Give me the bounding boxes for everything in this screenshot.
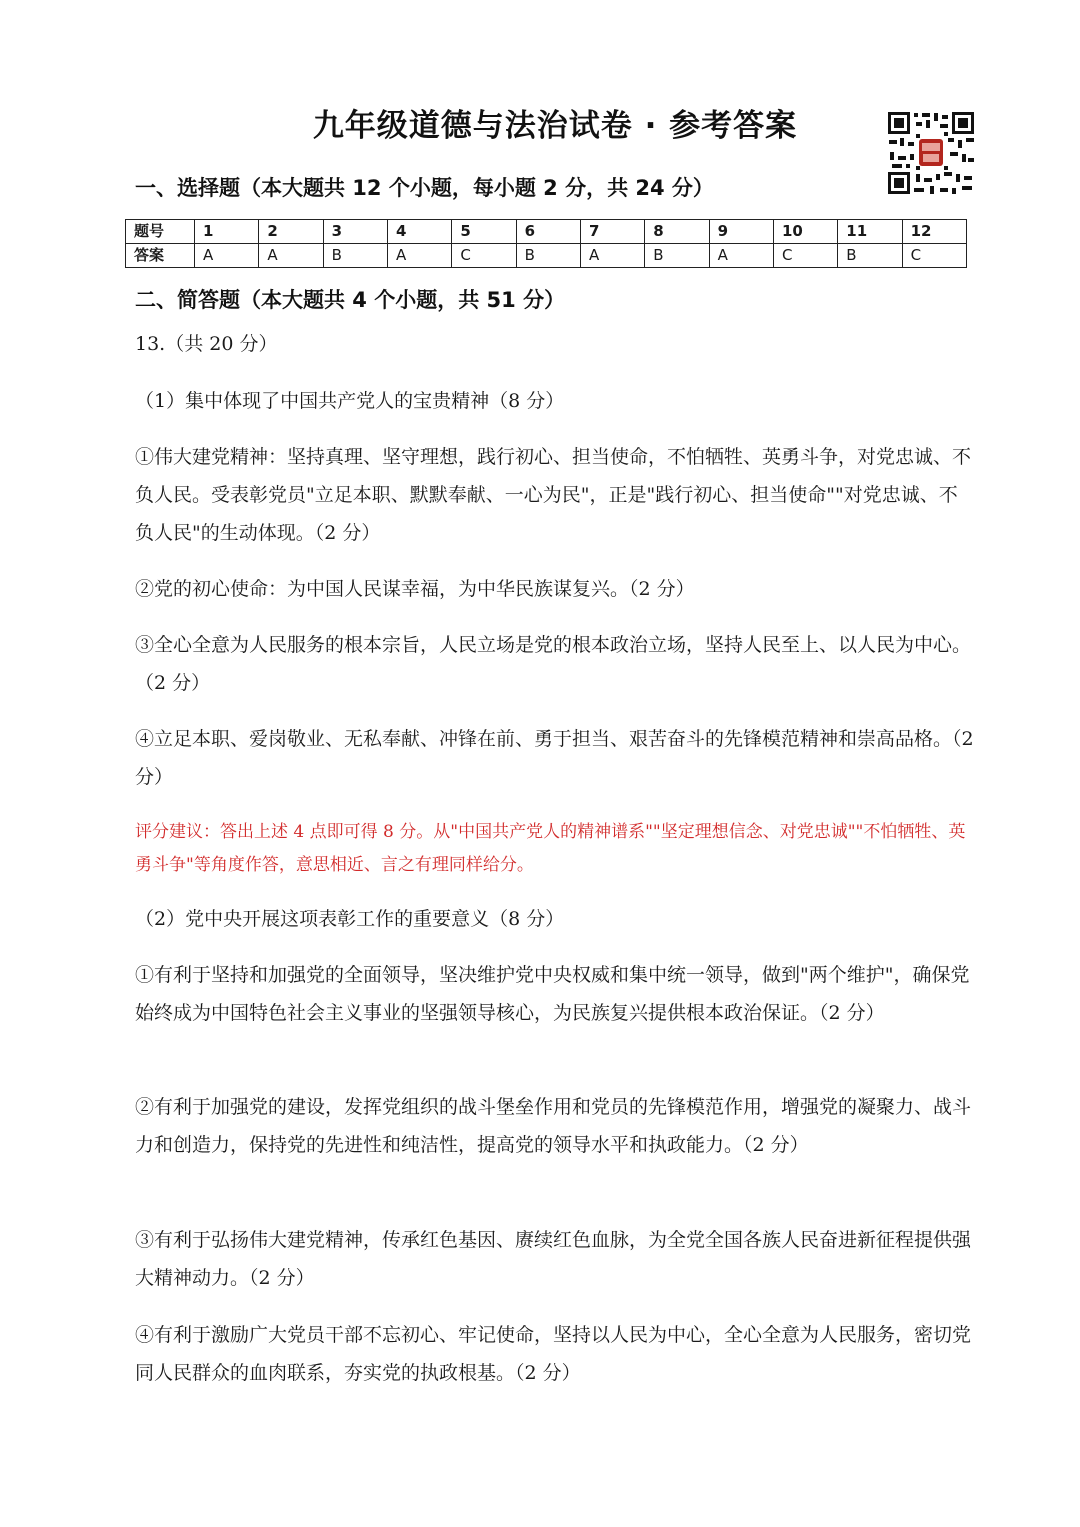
answer-cell: B bbox=[645, 244, 709, 268]
qr-code-icon[interactable] bbox=[886, 110, 976, 196]
answer-cell: B bbox=[323, 244, 387, 268]
part-2-item: ①有利于坚持和加强党的全面领导，坚决维护党中央权威和集中统一领导，做到"两个维护"，确保党始终成为中国特色社会主义事业的坚强领导核心，为民族复兴提供根本政治保证。（2 分） bbox=[135, 964, 970, 1024]
answer-cell: A bbox=[195, 244, 259, 268]
answer-row bbox=[126, 244, 967, 268]
scoring-note: 评分建议：答出上述 4 点即可得 8 分。从"中国共产党人的精神谱系""坚定理想信念、对党忠诚""不怕牺牲、英勇斗争"等角度作答，意思相近、言之有理同样给分。 bbox=[135, 822, 966, 875]
section-1-heading: 一、选择题（本大题共 12 个小题，每小题 2 分，共 24 分） bbox=[135, 176, 714, 200]
section-2-heading: 二、简答题（本大题共 4 个小题，共 51 分） bbox=[135, 288, 566, 312]
question-cell: 9 bbox=[709, 220, 773, 244]
part-2-title: （2）党中央开展这项表彰工作的重要意义（8 分） bbox=[135, 908, 565, 930]
part-2-item: ②有利于加强党的建设，发挥党组织的战斗堡垒作用和党员的先锋模范作用，增强党的凝聚力、战斗力和创造力，保持党的先进性和纯洁性，提高党的领导水平和执政能力。（2 分） bbox=[135, 1096, 972, 1156]
question-number-row bbox=[126, 220, 967, 244]
part-1-title: （1）集中体现了中国共产党人的宝贵精神（8 分） bbox=[135, 390, 565, 412]
answer-cell: A bbox=[709, 244, 773, 268]
question-cell: 8 bbox=[645, 220, 709, 244]
question-cell: 12 bbox=[902, 220, 966, 244]
part-1-item: ①伟大建党精神：坚持真理、坚守理想，践行初心、担当使命，不怕牺牲、英勇斗争，对党忠诚、不负人民。受表彰党员"立足本职、默默奉献、一心为民"，正是"践行初心、担当使命""对党忠诚、不负人民"的生动体现。（2 分） bbox=[135, 446, 972, 544]
question-cell: 11 bbox=[838, 220, 902, 244]
question-cell: 4 bbox=[387, 220, 451, 244]
answer-cell: B bbox=[516, 244, 580, 268]
part-1-item: ③全心全意为人民服务的根本宗旨，人民立场是党的根本政治立场，坚持人民至上、以人民为中心。（2 分） bbox=[135, 634, 972, 694]
answer-cell: A bbox=[387, 244, 451, 268]
question-cell: 1 bbox=[195, 220, 259, 244]
answer-cell: C bbox=[902, 244, 966, 268]
question-cell: 3 bbox=[323, 220, 387, 244]
question-cell: 10 bbox=[773, 220, 837, 244]
question-13-label: 13.（共 20 分） bbox=[135, 333, 278, 355]
part-2-item: ③有利于弘扬伟大建党精神，传承红色基因、赓续红色血脉，为全党全国各族人民奋进新征程提供强大精神动力。（2 分） bbox=[135, 1229, 972, 1289]
answer-cell: A bbox=[259, 244, 323, 268]
question-cell: 2 bbox=[259, 220, 323, 244]
answer-cell: C bbox=[452, 244, 516, 268]
answer-cell: B bbox=[838, 244, 902, 268]
part-1-item: ②党的初心使命：为中国人民谋幸福，为中华民族谋复兴。（2 分） bbox=[135, 578, 695, 600]
part-2-item: ④有利于激励广大党员干部不忘初心、牢记使命，坚持以人民为中心，全心全意为人民服务，密切党同人民群众的血肉联系，夯实党的执政根基。（2 分） bbox=[135, 1324, 972, 1384]
question-cell: 7 bbox=[580, 220, 644, 244]
question-cell: 6 bbox=[516, 220, 580, 244]
question-cell: 5 bbox=[452, 220, 516, 244]
answer-cell: C bbox=[773, 244, 837, 268]
row-label-answer: 答案 bbox=[126, 244, 195, 268]
answer-cell: A bbox=[580, 244, 644, 268]
row-label-question: 题号 bbox=[126, 220, 195, 244]
part-1-item: ④立足本职、爱岗敬业、无私奉献、冲锋在前、勇于担当、艰苦奋斗的先锋模范精神和崇高品格。（2 分） bbox=[135, 728, 974, 788]
answer-table bbox=[125, 219, 967, 268]
page-title: 九年级道德与法治试卷 · 参考答案 bbox=[312, 108, 798, 144]
